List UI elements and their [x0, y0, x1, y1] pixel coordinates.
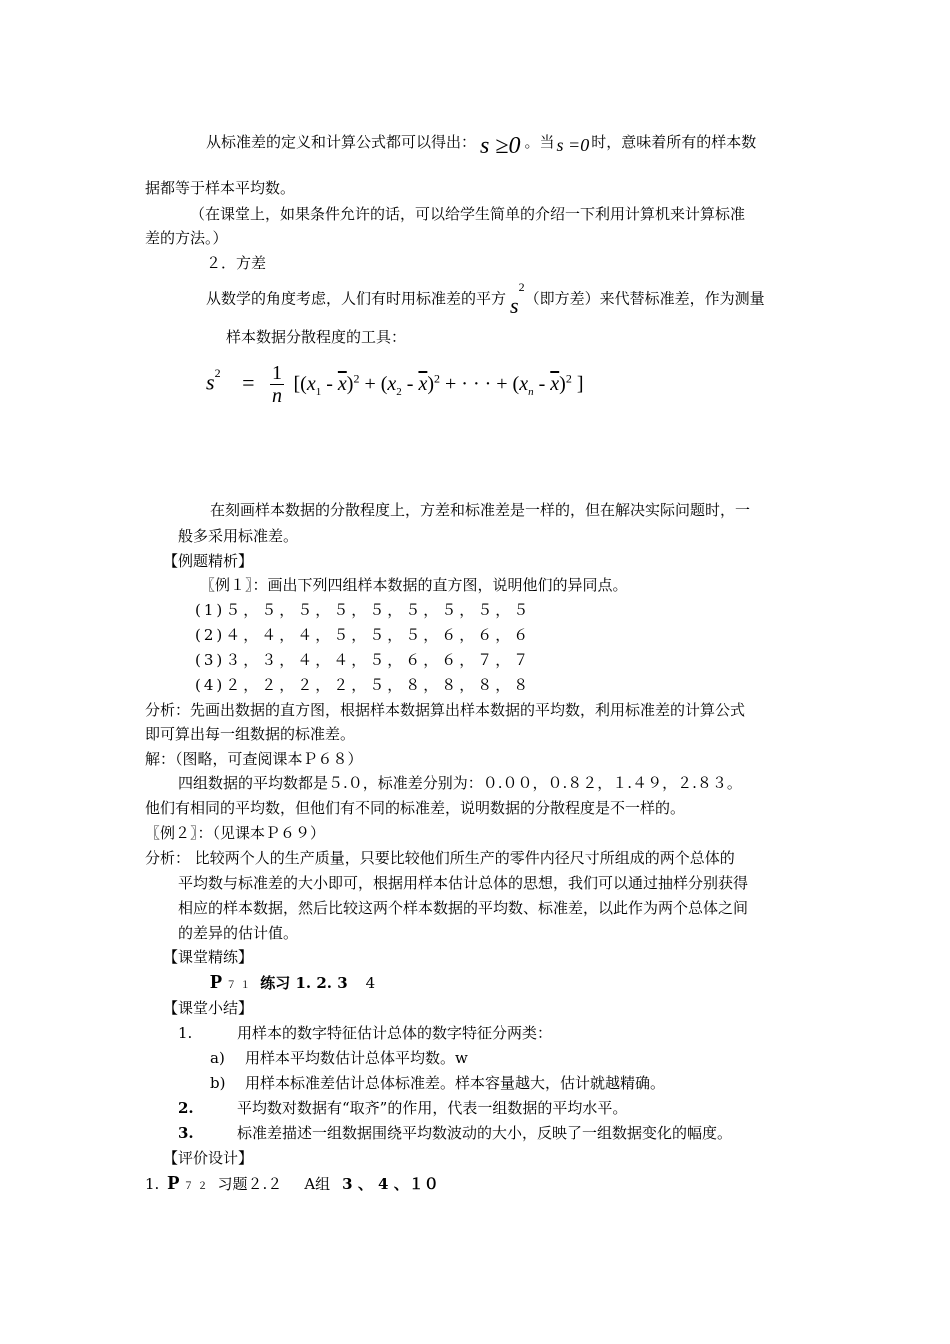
evaluation-number: 1.: [145, 1175, 160, 1193]
examples-heading: 【例题精析】: [163, 552, 254, 570]
practice-heading: 【课堂精练】: [163, 948, 254, 966]
formula-denominator: n: [271, 385, 282, 407]
paragraph-4-line-1: 在刻画样本数据的分散程度上，方差和标准差是一样的，但在解决实际问题时，一: [210, 501, 751, 519]
evaluation-items: 3 、 4 、１０: [342, 1175, 439, 1193]
example-1-title: 〖例１〗：画出下列四组样本数据的直方图，说明他们的异同点。: [200, 576, 628, 594]
paragraph-3-line-1: [206, 280, 765, 319]
evaluation-line: [145, 1173, 439, 1197]
analysis-1-line-2: 即可算出每一组数据的标准差。: [145, 725, 356, 743]
variance-formula: [206, 362, 584, 412]
example-1-row-3: (3)３，３，４，４，５，６，６，７，７: [195, 651, 532, 669]
example-1-row-4: (4)２，２，２，２，５，８，８，８，８: [195, 676, 532, 694]
practice-label: 练习 1. 2. 3: [260, 974, 348, 992]
formula-s-eq-0: s =0: [556, 135, 590, 155]
summary-sub-b: 用样本标准差估计总体标准差。样本容量越大，估计就越精确。: [245, 1074, 666, 1092]
paragraph-3-line-2: 样本数据分散程度的工具：: [226, 328, 407, 346]
formula-s-squared: $s^2$: [510, 280, 525, 319]
practice-line: [210, 972, 375, 996]
formula-body: [$(x_1 - \overline{x})^2 + (x_2 - \overline{x})^2$ + · · · + $(x_n - \overline{x})^2$ ]: [293, 370, 584, 398]
summary-sub-a: 用样本平均数估计总体平均数。w: [245, 1049, 468, 1067]
text: 。当: [524, 133, 555, 151]
practice-page-number: ７１: [226, 980, 255, 991]
summary-sub-b-label: b): [210, 1074, 226, 1092]
summary-item-1-number: 1.: [178, 1024, 193, 1042]
paragraph-4-line-2: 般多采用标准差。: [178, 527, 299, 545]
formula-s-ge-0: s ≥0: [480, 133, 521, 159]
paragraph-2-line-1: （在课堂上，如果条件允许的话，可以给学生简单的介绍一下利用计算机来计算标准: [190, 205, 746, 223]
practice-extra: 4: [365, 974, 376, 992]
evaluation-exercise: 习题２.２: [217, 1175, 283, 1193]
summary-item-1: 用样本的数字特征估计总体的数字特征分两类：: [237, 1024, 553, 1042]
analysis-1-line-1: 分析：先画出数据的直方图，根据样本数据算出样本数据的平均数，利用标准差的计算公式: [145, 701, 746, 719]
text: 从数学的角度考虑，人们有时用标准差的平方: [206, 289, 507, 308]
text: 从标准差的定义和计算公式都可以得出：: [206, 133, 477, 151]
summary-heading: 【课堂小结】: [163, 999, 254, 1017]
summary-sub-a-label: a): [210, 1049, 225, 1067]
solution-result-line-2: 他们有相同的平均数，但他们有不同的标准差，说明数据的分散程度是不一样的。: [145, 799, 686, 817]
summary-item-2-number: 2.: [178, 1099, 194, 1117]
formula-fraction: [270, 362, 284, 407]
formula-lhs: s: [206, 369, 215, 395]
practice-page-letter: P: [210, 971, 223, 993]
solution-result-line-1: 四组数据的平均数都是５.０，标准差分别为：０.００，０.８２，１.４９，２.８３。: [178, 774, 742, 792]
section-title-variance: ２．方差: [206, 254, 267, 272]
summary-item-3: 标准差描述一组数据围绕平均数波动的大小，反映了一组数据变化的幅度。: [237, 1124, 733, 1142]
evaluation-page-number: ７２: [183, 1181, 212, 1192]
evaluation-heading: 【评价设计】: [163, 1149, 254, 1167]
summary-item-3-number: 3.: [178, 1124, 194, 1142]
example-2-title: 〖例２〗：（见课本Ｐ６９）: [145, 824, 326, 842]
text: 时，意味着所有的样本数: [591, 133, 757, 151]
paragraph-1-line-1: [206, 130, 757, 159]
paragraph-2-line-2: 差的方法。）: [145, 229, 228, 247]
analysis-2-line-1: 分析： 比较两个人的生产质量，只要比较他们所生产的零件内径尺寸所组成的两个总体的: [145, 849, 735, 867]
analysis-2-line-4: 的差异的估计值。: [178, 924, 299, 942]
formula-numerator: 1: [271, 362, 282, 384]
example-1-row-1: (1)５，５，５，５，５，５，５，５，５: [195, 601, 532, 619]
formula-equals: =: [242, 369, 255, 395]
analysis-2-line-2: 平均数与标准差的大小即可，根据用样本估计总体的思想，我们可以通过抽样分别获得: [178, 874, 749, 892]
evaluation-group: A组: [304, 1175, 331, 1193]
analysis-2-line-3: 相应的样本数据，然后比较这两个样本数据的平均数、标准差，以此作为两个总体之间: [178, 899, 749, 917]
text: （即方差）来代替标准差，作为测量: [524, 289, 765, 308]
example-1-row-2: (2)４，４，４，５，５，５，６，６，６: [195, 626, 532, 644]
evaluation-page-letter: P: [167, 1172, 180, 1194]
paragraph-1-line-2: 据都等于样本平均数。: [145, 179, 296, 197]
formula-lhs-exp: 2: [214, 366, 221, 381]
solution-line: 解：（图略，可查阅课本Ｐ６８）: [145, 750, 363, 768]
summary-item-2: 平均数对数据有“取齐”的作用，代表一组数据的平均水平。: [237, 1099, 628, 1117]
